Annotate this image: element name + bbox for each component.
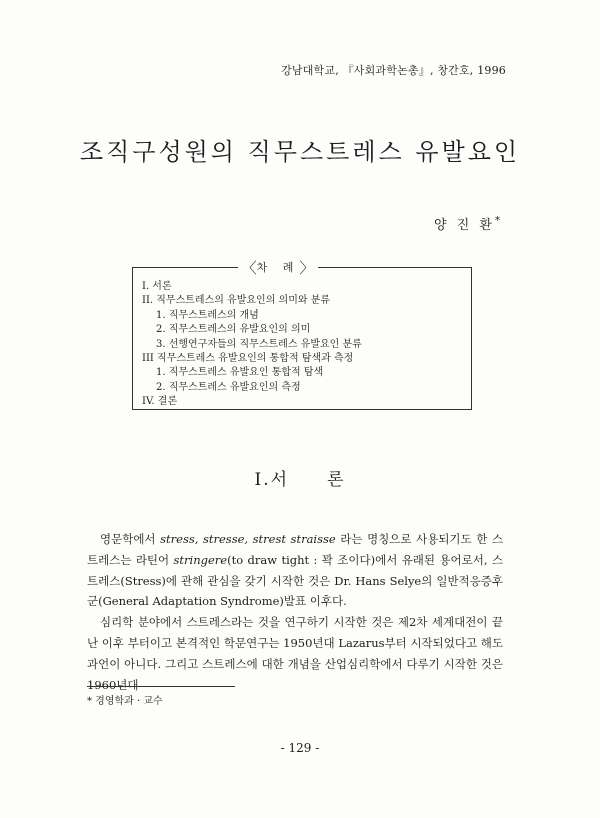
toc-top-rule-right	[318, 267, 471, 268]
body-text	[87, 529, 503, 695]
left-angle-bracket-icon: 〈	[241, 258, 257, 277]
italic-term: stringere	[173, 552, 228, 567]
author-name: 양 진 환	[434, 218, 495, 233]
right-angle-bracket-icon: 〉	[299, 258, 315, 277]
text-run: (to draw tight : 꽉 조이다)에서 유래된 용어로서, 스트레스(Stress)에 관해 관심을 갖기 시작한 것은 Dr. Hans Selye의 일반적응증후군(General Adaptation Syndrome)발표 이후다.	[87, 552, 503, 609]
author	[434, 214, 500, 233]
page-number: - 129 -	[280, 741, 320, 755]
toc-item: 2. 직무스트레스의 유발요인의 의미	[156, 324, 311, 336]
toc-item: IV. 결론	[142, 396, 178, 408]
section-title-b: 론	[327, 470, 346, 490]
section-heading	[0, 465, 600, 490]
paper-title: 조직구성원의 직무스트레스 유발요인	[79, 138, 521, 166]
text-run: 라는 명칭으로 사용되기도 한 스트레스는 라틴어	[87, 532, 504, 567]
italic-term: stress, stresse, strest straisse	[160, 532, 336, 546]
toc-heading-label: 차 례	[256, 261, 300, 274]
text-run: 영문학에서	[100, 532, 161, 546]
toc-item: 1. 직무스트레스 유발요인 통합적 탐색	[156, 367, 324, 379]
toc-item: III 직무스트레스 유발요인의 통합적 탐색과 측정	[142, 353, 354, 365]
paragraph: 심리학 분야에서 스트레스라는 것을 연구하기 시작한 것은 제2차 세계대전이 끝난 이후 부터이고 본격적인 학문연구는 1950년대 Lazarus부터 시작되었다고 해도 과언이 아니다. 그리고 스트레스에 대한 개념을 산업심리학에서 다루기 시작한 것은 1960년대	[87, 615, 503, 692]
toc-item: 3. 선행연구자들의 직무스트레스 유발요인 분류	[156, 338, 362, 350]
toc-item: I. 서론	[142, 281, 172, 292]
toc-heading	[240, 258, 316, 276]
footnote: * 경영학과 · 교수	[87, 696, 163, 707]
toc-item: 1. 직무스트레스의 개념	[156, 309, 259, 321]
toc-top-rule-left	[132, 267, 238, 268]
toc-item: 2. 직무스트레스 유발요인의 측정	[156, 381, 301, 393]
toc-list	[142, 280, 362, 410]
toc-item: II. 직무스트레스의 유발요인의 의미와 분류	[142, 295, 331, 307]
author-footnote-mark: *	[495, 215, 500, 227]
section-number: I.	[254, 470, 271, 490]
section-title-a: 서	[270, 470, 290, 490]
paragraph	[87, 529, 503, 612]
source-line: 강남대학교, 『사회과학논총』, 창간호, 1996	[281, 64, 506, 77]
footnote-rule	[87, 686, 235, 687]
